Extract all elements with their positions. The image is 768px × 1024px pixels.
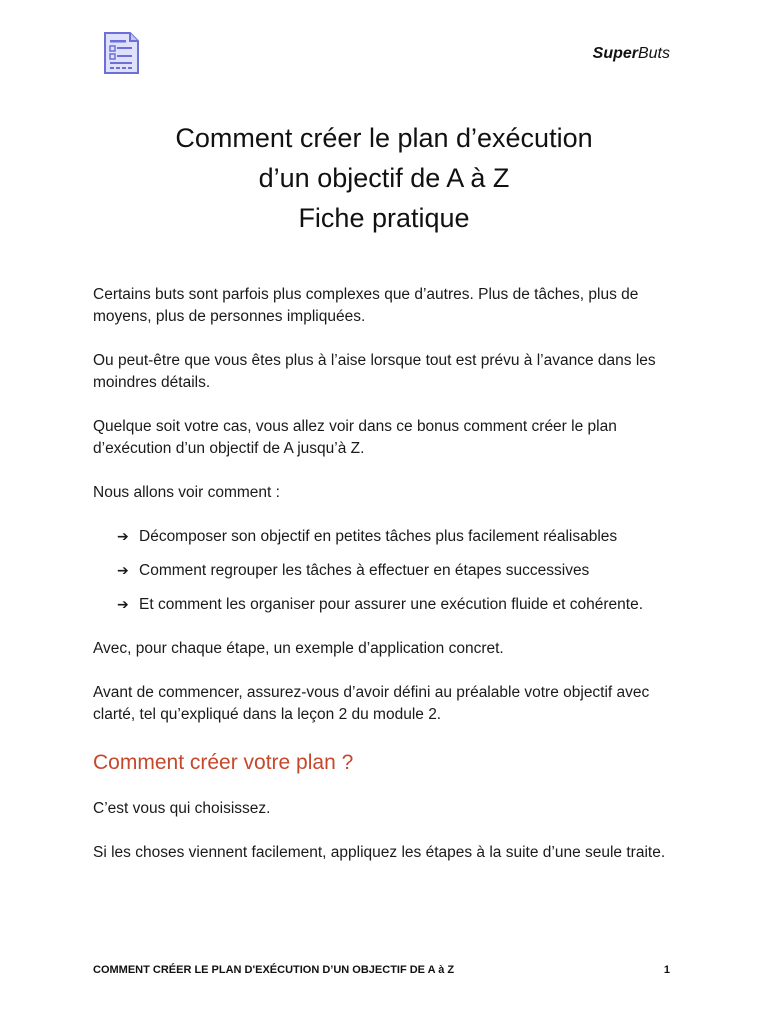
document-title xyxy=(0,118,768,238)
list-item xyxy=(93,526,673,548)
paragraph: Si les choses viennent facilement, appliquez les étapes à la suite d’une seule traite. xyxy=(93,844,666,861)
paragraph: Nous allons voir comment : xyxy=(93,484,280,501)
paragraph: C’est vous qui choisissez. xyxy=(93,800,271,817)
title-line-2: d’un objectif de A à Z xyxy=(258,163,510,193)
paragraph: Avec, pour chaque étape, un exemple d’application concret. xyxy=(93,640,504,657)
list-item-text: Décomposer son objectif en petites tâches plus facilement réalisables xyxy=(139,528,618,545)
page-footer xyxy=(93,964,670,976)
paragraph: Certains buts sont parfois plus complexes que d’autres. Plus de tâches, plus de moyens, plus de personnes impliquées. xyxy=(93,286,639,325)
brand-name-bold: Super xyxy=(592,45,638,62)
title-line-3: Fiche pratique xyxy=(298,203,470,233)
section-heading: Comment créer votre plan ? xyxy=(93,751,354,774)
title-line-1: Comment créer le plan d’exécution xyxy=(175,123,593,153)
arrow-right-icon: ➔ xyxy=(117,529,129,545)
list-item xyxy=(93,560,673,582)
brand-logo xyxy=(593,45,670,63)
bullet-list xyxy=(93,526,673,616)
document-form-icon xyxy=(103,31,140,75)
paragraph: Avant de commencer, assurez-vous d’avoir défini au préalable votre objectif avec clarté, tel qu’expliqué dans la leçon 2 du module 2. xyxy=(93,684,650,723)
page-number: 1 xyxy=(663,964,670,976)
arrow-right-icon: ➔ xyxy=(117,563,129,579)
paragraph: Ou peut-être que vous êtes plus à l’aise lorsque tout est prévu à l’avance dans les moindres détails. xyxy=(93,352,656,391)
arrow-right-icon: ➔ xyxy=(117,597,129,613)
list-item-text: Comment regrouper les tâches à effectuer en étapes successives xyxy=(139,562,590,579)
list-item xyxy=(93,594,673,616)
paragraph: Quelque soit votre cas, vous allez voir dans ce bonus comment créer le plan d’exécution d’un objectif de A jusqu’à Z. xyxy=(93,418,617,457)
footer-title: COMMENT CRÉER LE PLAN D'EXÉCUTION D’UN OBJECTIF DE A à Z xyxy=(93,964,455,976)
document-body xyxy=(93,284,673,886)
brand-name-rest: Buts xyxy=(637,45,670,62)
list-item-text: Et comment les organiser pour assurer une exécution fluide et cohérente. xyxy=(139,596,644,613)
